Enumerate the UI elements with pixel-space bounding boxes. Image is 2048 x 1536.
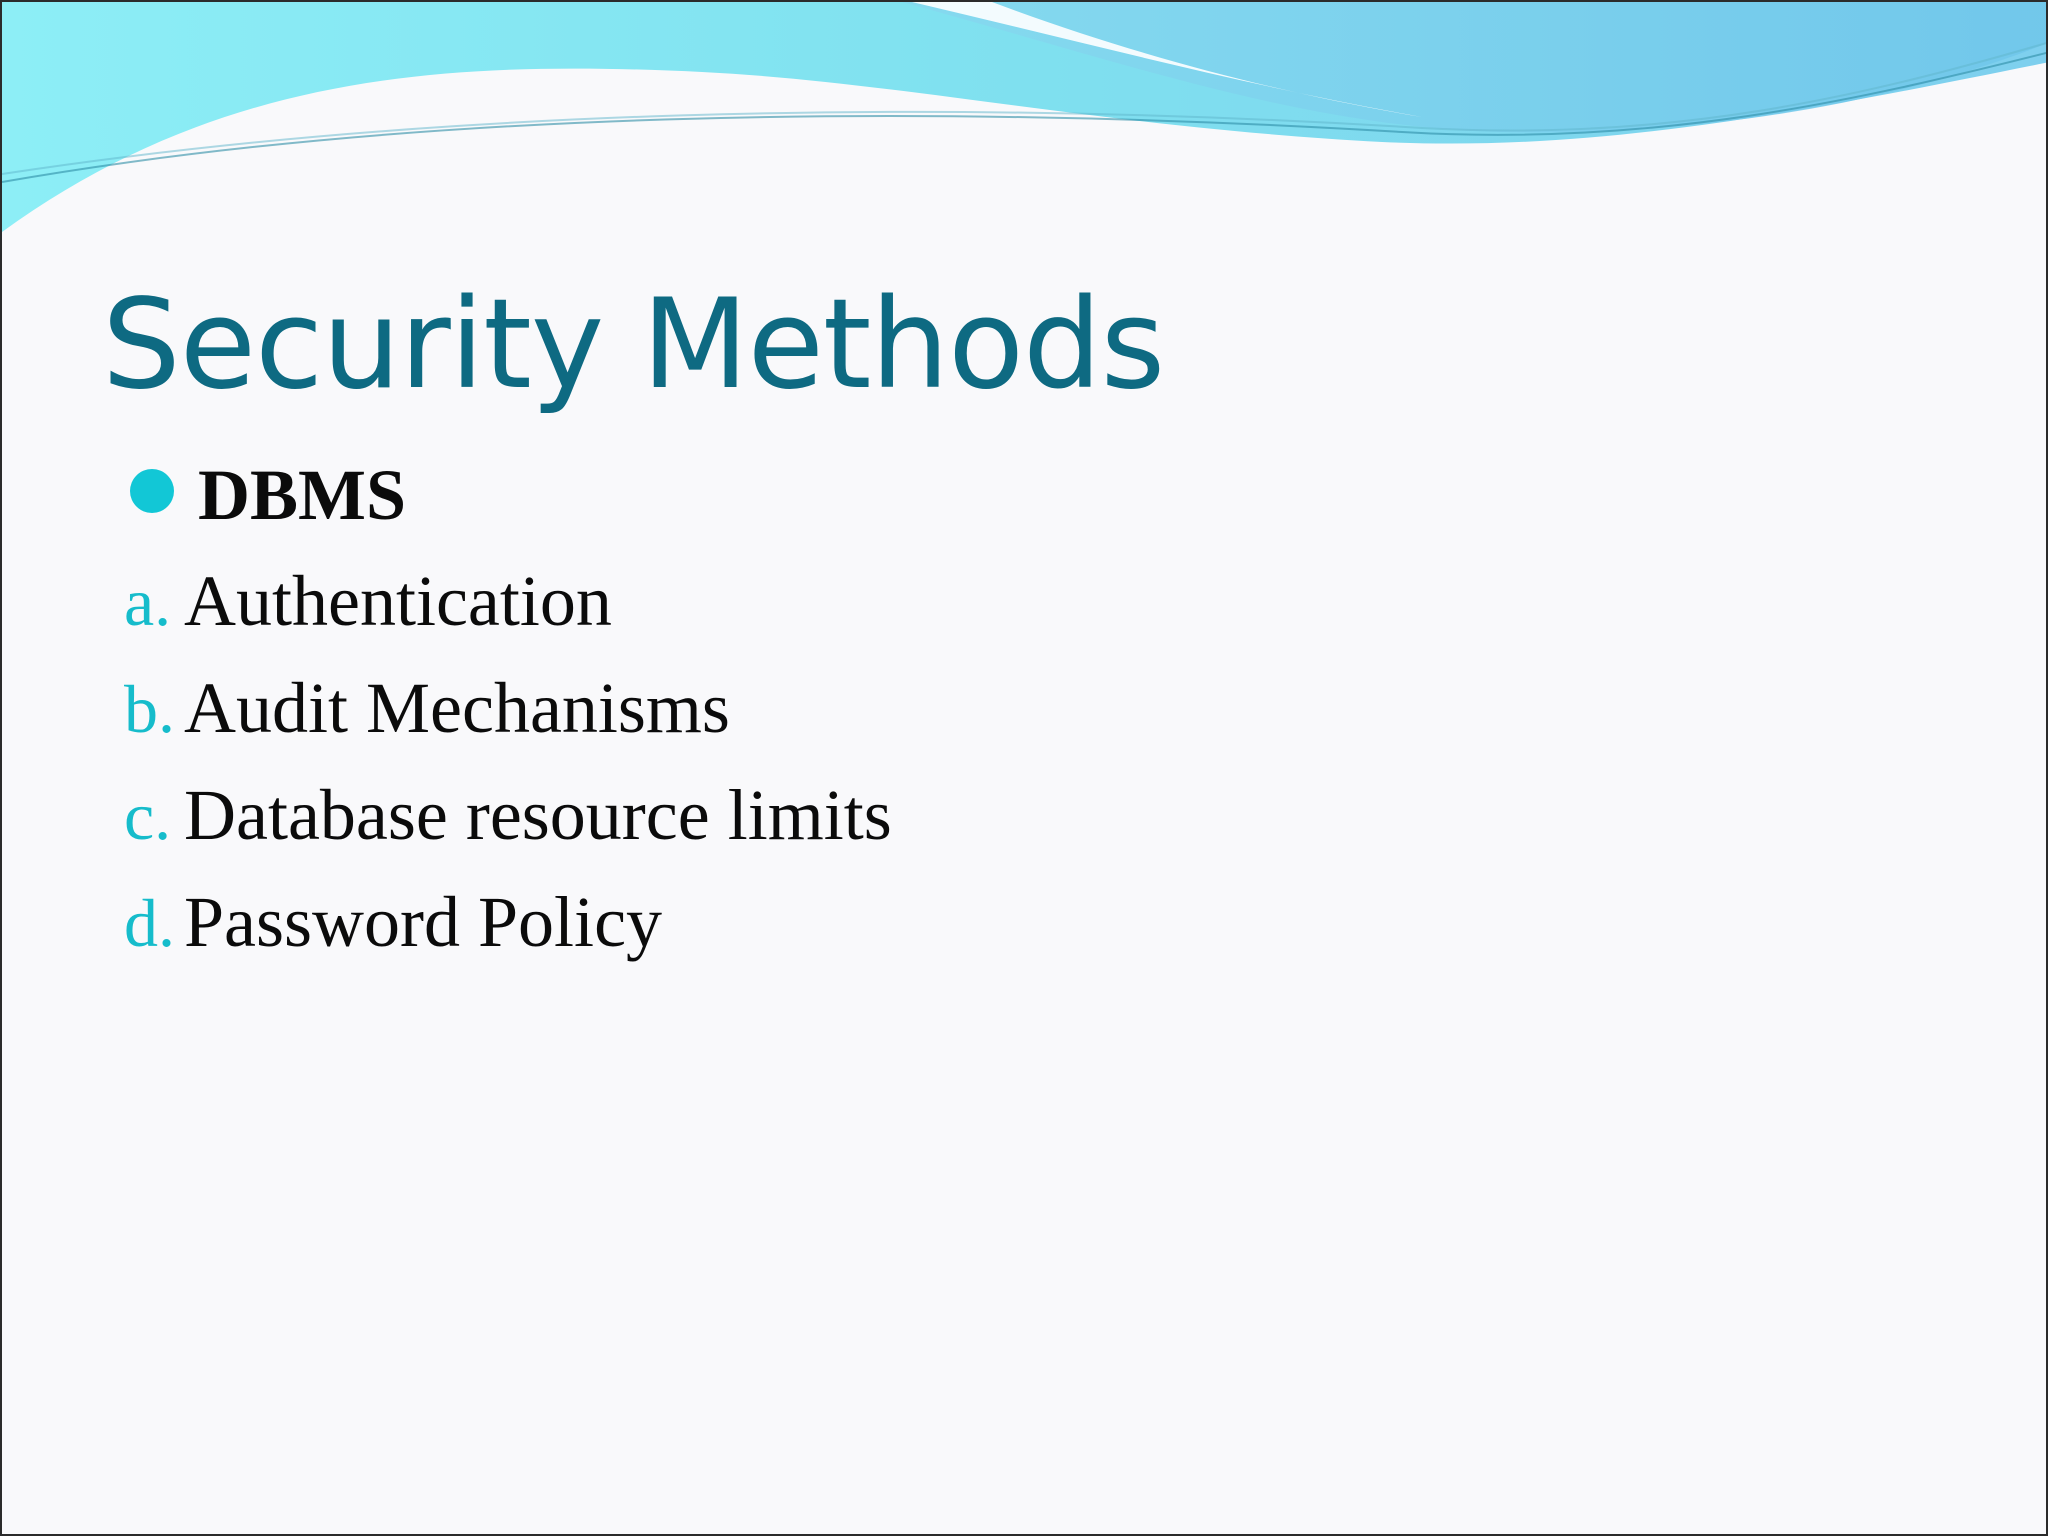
list-item-text: Audit Mechanisms xyxy=(184,668,730,748)
list-marker: c. xyxy=(124,778,172,854)
list-item xyxy=(124,560,892,667)
header-wave-decoration xyxy=(2,2,2048,262)
list-marker: b. xyxy=(124,671,175,747)
list-item xyxy=(124,774,892,881)
methods-list xyxy=(124,560,892,988)
bullet-label: DBMS xyxy=(198,455,407,535)
list-item xyxy=(124,667,892,774)
list-marker: a. xyxy=(124,564,172,640)
list-item-text: Authentication xyxy=(184,561,612,641)
bullet-dot-icon xyxy=(130,469,174,513)
slide-title: Security Methods xyxy=(102,273,1165,417)
list-item xyxy=(124,881,892,988)
list-marker: d. xyxy=(124,885,175,961)
list-item-text: Password Policy xyxy=(184,882,663,962)
bullet-dbms xyxy=(130,450,406,540)
list-item-text: Database resource limits xyxy=(184,775,892,855)
